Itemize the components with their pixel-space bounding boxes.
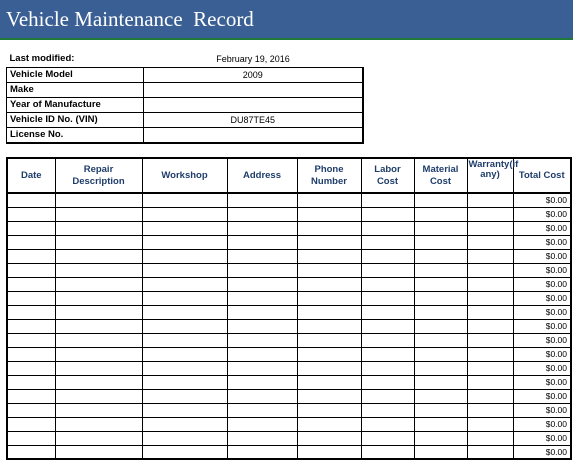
total-cost-cell[interactable]: $0.00 [513,389,571,403]
repair-description-cell[interactable] [55,347,142,361]
total-cost-cell[interactable]: $0.00 [513,305,571,319]
phone-number-cell[interactable] [297,263,361,277]
info-row-vehicle-model [7,67,363,82]
labor-cost-cell[interactable] [361,347,414,361]
material-cost-cell[interactable] [414,445,467,459]
total-cost-cell[interactable]: $0.00 [513,403,571,417]
last-modified-label: Last modified: [9,53,75,65]
vehicle-info-table [6,52,364,144]
phone-number-cell[interactable] [297,347,361,361]
maintenance-log-table [6,157,572,460]
workshop-cell[interactable] [142,193,227,207]
vin-value[interactable]: DU87TE45 [144,112,363,127]
warranty-cell[interactable] [467,431,513,445]
phone-number-cell[interactable] [297,193,361,207]
date-cell[interactable] [7,375,55,389]
labor-cost-cell[interactable] [361,361,414,375]
workshop-cell[interactable] [142,291,227,305]
table-row [7,291,571,305]
repair-description-cell[interactable] [55,221,142,235]
total-cost-cell[interactable]: $0.00 [513,361,571,375]
repair-description-cell[interactable] [55,445,142,459]
workshop-cell[interactable] [142,375,227,389]
warranty-cell[interactable] [467,445,513,459]
date-cell[interactable] [7,347,55,361]
phone-number-cell[interactable] [297,277,361,291]
address-cell[interactable] [227,305,297,319]
labor-cost-cell[interactable] [361,305,414,319]
year-value[interactable] [144,97,363,112]
warranty-cell[interactable] [467,305,513,319]
workshop-cell[interactable] [142,277,227,291]
date-cell[interactable] [7,319,55,333]
material-cost-cell[interactable] [414,249,467,263]
repair-description-cell[interactable] [55,333,142,347]
table-row [7,305,571,319]
vehicle-model-label: Vehicle Model [7,67,144,82]
phone-number-cell[interactable] [297,235,361,249]
license-value[interactable] [144,127,363,143]
repair-description-cell[interactable] [55,305,142,319]
address-cell[interactable] [227,277,297,291]
labor-cost-cell[interactable] [361,221,414,235]
material-cost-cell[interactable] [414,291,467,305]
date-cell[interactable] [7,417,55,431]
address-cell[interactable] [227,249,297,263]
date-cell[interactable] [7,403,55,417]
material-cost-cell[interactable] [414,333,467,347]
table-row [7,277,571,291]
last-modified-value[interactable]: February 19, 2016 [144,52,363,67]
phone-number-cell[interactable] [297,417,361,431]
total-cost-cell[interactable]: $0.00 [513,319,571,333]
total-cost-cell[interactable]: $0.00 [513,417,571,431]
make-label: Make [7,82,144,97]
phone-number-cell[interactable] [297,305,361,319]
total-cost-cell[interactable]: $0.00 [513,249,571,263]
material-cost-cell[interactable] [414,431,467,445]
warranty-cell[interactable] [467,403,513,417]
info-row-vin [7,112,363,127]
address-cell[interactable] [227,445,297,459]
material-cost-cell[interactable] [414,193,467,207]
material-cost-cell[interactable] [414,207,467,221]
repair-description-cell[interactable] [55,319,142,333]
workshop-cell[interactable] [142,319,227,333]
table-row [7,361,571,375]
phone-number-cell[interactable] [297,319,361,333]
table-row [7,207,571,221]
last-modified-row [7,52,363,67]
total-cost-cell[interactable]: $0.00 [513,445,571,459]
total-cost-cell[interactable]: $0.00 [513,207,571,221]
warranty-cell[interactable] [467,263,513,277]
warranty-cell[interactable] [467,333,513,347]
date-cell[interactable] [7,263,55,277]
phone-number-cell[interactable] [297,375,361,389]
date-cell[interactable] [7,445,55,459]
warranty-cell[interactable] [467,249,513,263]
date-cell[interactable] [7,431,55,445]
header-date: Date [7,158,55,193]
table-row [7,347,571,361]
phone-number-cell[interactable] [297,207,361,221]
address-cell[interactable] [227,389,297,403]
repair-description-cell[interactable] [55,235,142,249]
date-cell[interactable] [7,221,55,235]
repair-description-cell[interactable] [55,375,142,389]
workshop-cell[interactable] [142,207,227,221]
table-row [7,403,571,417]
labor-cost-cell[interactable] [361,403,414,417]
warranty-cell[interactable] [467,291,513,305]
table-row [7,319,571,333]
workshop-cell[interactable] [142,235,227,249]
total-cost-cell[interactable]: $0.00 [513,221,571,235]
phone-number-cell[interactable] [297,333,361,347]
address-cell[interactable] [227,291,297,305]
labor-cost-cell[interactable] [361,291,414,305]
table-row [7,263,571,277]
table-row [7,445,571,459]
info-row-year [7,97,363,112]
header-address: Address [227,158,297,193]
warranty-cell[interactable] [467,375,513,389]
labor-cost-cell[interactable] [361,445,414,459]
repair-description-cell[interactable] [55,263,142,277]
repair-description-cell[interactable] [55,207,142,221]
address-cell[interactable] [227,263,297,277]
phone-number-cell[interactable] [297,445,361,459]
header-total-cost: Total Cost [513,158,571,193]
address-cell[interactable] [227,347,297,361]
warranty-cell[interactable] [467,207,513,221]
table-row [7,417,571,431]
material-cost-cell[interactable] [414,403,467,417]
phone-number-cell[interactable] [297,361,361,375]
address-cell[interactable] [227,207,297,221]
labor-cost-cell[interactable] [361,389,414,403]
address-cell[interactable] [227,403,297,417]
table-row [7,249,571,263]
phone-number-cell[interactable] [297,291,361,305]
phone-number-cell[interactable] [297,389,361,403]
warranty-cell[interactable] [467,221,513,235]
warranty-cell[interactable] [467,277,513,291]
vin-label: Vehicle ID No. (VIN) [7,112,144,127]
table-row [7,431,571,445]
workshop-cell[interactable] [142,333,227,347]
address-cell[interactable] [227,361,297,375]
warranty-cell[interactable] [467,319,513,333]
phone-number-cell[interactable] [297,249,361,263]
year-label: Year of Manufacture [7,97,144,112]
repair-description-cell[interactable] [55,291,142,305]
date-cell[interactable] [7,277,55,291]
workshop-cell[interactable] [142,403,227,417]
date-cell[interactable] [7,207,55,221]
log-body [7,193,571,459]
labor-cost-cell[interactable] [361,333,414,347]
material-cost-cell[interactable] [414,235,467,249]
make-value[interactable] [144,82,363,97]
material-cost-cell[interactable] [414,347,467,361]
address-cell[interactable] [227,221,297,235]
workshop-cell[interactable] [142,249,227,263]
workshop-cell[interactable] [142,221,227,235]
total-cost-cell[interactable]: $0.00 [513,291,571,305]
labor-cost-cell[interactable] [361,319,414,333]
phone-number-cell[interactable] [297,431,361,445]
labor-cost-cell[interactable] [361,235,414,249]
date-cell[interactable] [7,291,55,305]
material-cost-cell[interactable] [414,277,467,291]
address-cell[interactable] [227,375,297,389]
material-cost-cell[interactable] [414,221,467,235]
warranty-cell[interactable] [467,347,513,361]
material-cost-cell[interactable] [414,417,467,431]
address-cell[interactable] [227,417,297,431]
workshop-cell[interactable] [142,389,227,403]
header-material-cost: Material Cost [414,158,467,193]
license-label: License No. [7,127,144,143]
labor-cost-cell[interactable] [361,375,414,389]
total-cost-cell[interactable]: $0.00 [513,263,571,277]
warranty-cell[interactable] [467,361,513,375]
date-cell[interactable] [7,333,55,347]
address-cell[interactable] [227,319,297,333]
total-cost-cell[interactable]: $0.00 [513,347,571,361]
log-header-row [7,158,571,193]
repair-description-cell[interactable] [55,389,142,403]
total-cost-cell[interactable]: $0.00 [513,277,571,291]
table-row [7,333,571,347]
material-cost-cell[interactable] [414,319,467,333]
total-cost-cell[interactable]: $0.00 [513,375,571,389]
labor-cost-cell[interactable] [361,193,414,207]
labor-cost-cell[interactable] [361,263,414,277]
total-cost-cell[interactable]: $0.00 [513,193,571,207]
header-repair-description: Repair Description [55,158,142,193]
date-cell[interactable] [7,361,55,375]
workshop-cell[interactable] [142,445,227,459]
table-row [7,375,571,389]
vehicle-model-value[interactable]: 2009 [144,67,363,82]
phone-number-cell[interactable] [297,221,361,235]
repair-description-cell[interactable] [55,417,142,431]
total-cost-cell[interactable]: $0.00 [513,431,571,445]
title-bar [0,0,573,40]
workshop-cell[interactable] [142,347,227,361]
warranty-cell[interactable] [467,193,513,207]
repair-description-cell[interactable] [55,403,142,417]
address-cell[interactable] [227,431,297,445]
date-cell[interactable] [7,235,55,249]
header-workshop: Workshop [142,158,227,193]
phone-number-cell[interactable] [297,403,361,417]
address-cell[interactable] [227,333,297,347]
table-row [7,235,571,249]
total-cost-cell[interactable]: $0.00 [513,333,571,347]
address-cell[interactable] [227,235,297,249]
material-cost-cell[interactable] [414,361,467,375]
labor-cost-cell[interactable] [361,277,414,291]
workshop-cell[interactable] [142,417,227,431]
repair-description-cell[interactable] [55,277,142,291]
table-row [7,389,571,403]
info-row-make [7,82,363,97]
header-warranty: Warranty(if any) [467,158,513,193]
material-cost-cell[interactable] [414,389,467,403]
header-phone-number: Phone Number [297,158,361,193]
date-cell[interactable] [7,193,55,207]
repair-description-cell[interactable] [55,193,142,207]
workshop-cell[interactable] [142,431,227,445]
material-cost-cell[interactable] [414,305,467,319]
workshop-cell[interactable] [142,263,227,277]
repair-description-cell[interactable] [55,249,142,263]
date-cell[interactable] [7,249,55,263]
workshop-cell[interactable] [142,305,227,319]
material-cost-cell[interactable] [414,263,467,277]
total-cost-cell[interactable]: $0.00 [513,235,571,249]
warranty-cell[interactable] [467,235,513,249]
address-cell[interactable] [227,193,297,207]
repair-description-cell[interactable] [55,431,142,445]
table-row [7,193,571,207]
labor-cost-cell[interactable] [361,249,414,263]
material-cost-cell[interactable] [414,375,467,389]
page-title: Vehicle Maintenance Record [6,7,254,31]
repair-description-cell[interactable] [55,361,142,375]
header-labor-cost: Labor Cost [361,158,414,193]
labor-cost-cell[interactable] [361,417,414,431]
date-cell[interactable] [7,305,55,319]
labor-cost-cell[interactable] [361,431,414,445]
warranty-cell[interactable] [467,417,513,431]
table-row [7,221,571,235]
date-cell[interactable] [7,389,55,403]
labor-cost-cell[interactable] [361,207,414,221]
info-row-license [7,127,363,143]
workshop-cell[interactable] [142,361,227,375]
warranty-cell[interactable] [467,389,513,403]
